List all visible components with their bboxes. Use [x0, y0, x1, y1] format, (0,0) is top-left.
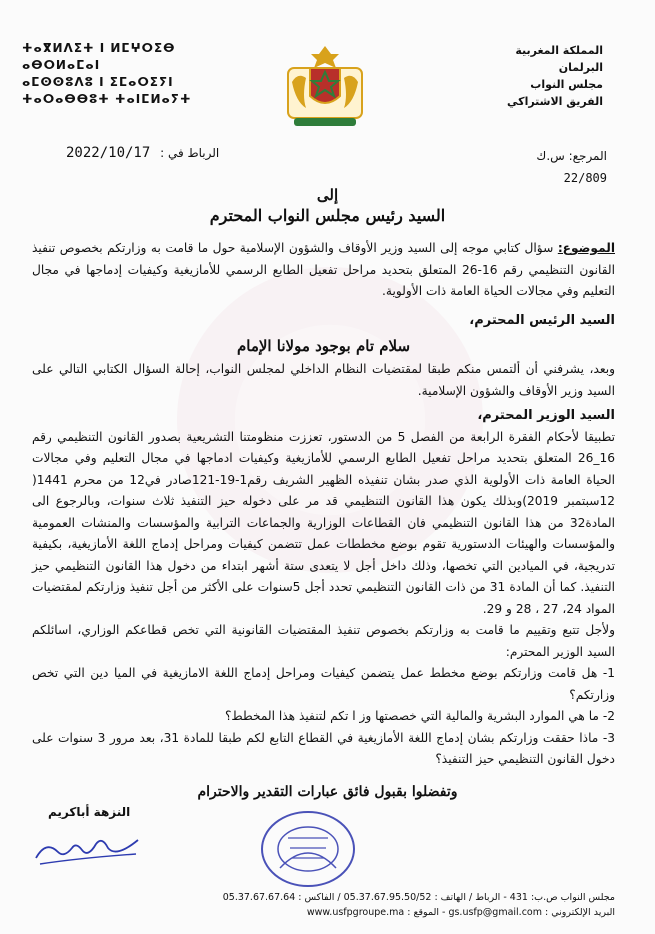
- handwritten-signature: [30, 822, 150, 872]
- header-line: ⵜⴰⴳⵍⴷⵉⵜ ⵏ ⵍⵎⵖⵔⵉⴱ: [22, 41, 176, 55]
- letter-body: [32, 405, 615, 771]
- addressee-prefix: إلى: [316, 186, 339, 204]
- date-line: [66, 145, 219, 161]
- morocco-coat-of-arms-icon: [282, 38, 368, 130]
- header-line: ⴰⴱⵔⵍⴰⵎⴰⵏ: [22, 58, 101, 72]
- header-line: مجلس النواب: [530, 78, 603, 91]
- signatory-name: النزهة أباكريم: [48, 805, 131, 819]
- reference-block: [536, 145, 607, 189]
- subject-text: سؤال كتابي موجه إلى السيد وزير الأوقاف والشؤون الإسلامية حول ما قامت به وزارتكم بخصوص تنفيذ القانون التنظيمي رقم 16-26 المتعلق بتحديد مراحل تفعيل الطابع الرسمي للأمازيغية وكيفيات إدماجها في مجال التعليم وفي مجالات الحياة العامة ذات الأولوية.: [32, 241, 615, 298]
- institution-header-tifinagh: [22, 40, 202, 108]
- institution-header-arabic: [443, 42, 603, 110]
- footer-address: مجلس النواب ص.ب: 431 - الرباط / الهاتف : 05.37.67.95.50/52 / الفاكس : 05.37.67.67.64: [222, 892, 615, 903]
- subject-block: [32, 238, 615, 303]
- greeting: سلام تام بوجود مولانا الإمام: [236, 336, 411, 355]
- date-value: 2022/10/17: [66, 145, 151, 161]
- header-line: الفريق الاشتراكي: [507, 95, 603, 108]
- closing-formula: وتفضلوا بقبول فائق عبارات التقدير والاحترام: [197, 784, 458, 800]
- intro-paragraph: وبعد، يشرفني أن ألتمس منكم طبقا لمقتضيات النظام الداخلي لمجلس النواب، إحالة السؤال الكتابي التالي على السيد وزير الأوقاف والشؤون الإسلامية.: [32, 362, 615, 398]
- footer-contact: [223, 890, 615, 920]
- question-item: 3- ماذا حققت وزارتكم بشان إدماج اللغة الأمازيغية في القطاع التابع لكم طبقا للمادة 31، بعد مرور 3 سنوات على دخول القانون التنظيمي حيز التنفيذ؟: [32, 730, 616, 766]
- letter-intro: [32, 310, 615, 402]
- header-line: البرلمان: [558, 61, 603, 74]
- salutation-president: السيد الرئيس المحترم،: [469, 313, 615, 328]
- question-item: 1- هل قامت وزارتكم بوضع مخطط عمل يتضمن كيفيات ومراحل إدماج اللغة الامازيغية في الميا دين التي تخص وزارتكم؟: [32, 666, 615, 702]
- header-line: المملكة المغربية: [515, 44, 603, 57]
- question-item: 2- ما هي الموارد البشرية والمالية التي خصصتها وز ا تكم لتنفيذ هذا المخطط؟: [224, 709, 615, 723]
- subject-label: الموضوع:: [557, 241, 615, 255]
- header-line: ⴰⵎⵙⵙⵓⴷⵓ ⵏ ⵉⵎⴰⵔⵉⵢⵏ: [22, 75, 174, 89]
- group-stamp-seal: [258, 808, 358, 890]
- body-paragraph: تطبيقا لأحكام الفقرة الرابعة من الفصل 5 من الدستور، تعززت منظومتنا التشريعية بصدور القانون التنظيمي رقم 16_26 المتعلق بتحديد مراحل تفعيل الطابع الرسمي للأمازيغية وكيفيات ادماجها في مجال التعليم وفي مجالات الحياة العامة ذات الأولوية الذي صدر بشان تنفيذه الظهير الشريف رقم1-19-121صادر في12 من محرم 1441( 12سبتمبر 2019)وبذلك يكون هذا القانون التنظيمي قد مر على دخوله حيز التنفيذ ثلاث سنوات، وبالرجوع الى المادة32 من هذا القانون التنظيمي فان القطاعات الوزارية والجماعات الترابية والمؤسسات والمنشات العمومية والمؤسسات والهيئات الدستورية تقوم بوضع مخططات عمل تتضمن كيفيات ومراحل إدماج اللغة الأمازيغية، بكيفية تدريجية، في الميادين التي تخصها، وذلك داخل أجل لا يتعدى ستة أشهر ابتداء من دخول هذا القانون التنظيمي حيز التنفيذ. كما أن المادة 31 من ذات القانون التنظيمي تحدد أجل 5سنوات على الأكثر من أجل تنفيذ وزارتكم لمقتضيات المواد 24، 27 ، 28 و 29.: [32, 429, 615, 616]
- addressee: السيد رئيس مجلس النواب المحترم: [209, 206, 446, 225]
- header-line: ⵜⴰⵔⴰⴱⴱⵓⵜ ⵜⴰⵏⵎⵍⴰⵢⵜ: [22, 92, 192, 106]
- salutation-minister: السيد الوزير المحترم،: [477, 408, 615, 423]
- body-paragraph: ولأجل تتبع وتقييم ما قامت به وزارتكم بخصوص تنفيذ المقتضيات القانونية التي تخص قطاعكم الوزاري، اسائلكم السيد الوزير المحترم:: [32, 623, 615, 659]
- footer-email-website: البريد الإلكتروني : gs.usfp@gmail.com - الموقع : www.usfpgroupe.ma: [306, 907, 615, 918]
- reference-label: المرجع: س.ك: [536, 149, 607, 163]
- date-label: الرباط في :: [160, 146, 220, 160]
- reference-number: 22/809: [563, 171, 607, 185]
